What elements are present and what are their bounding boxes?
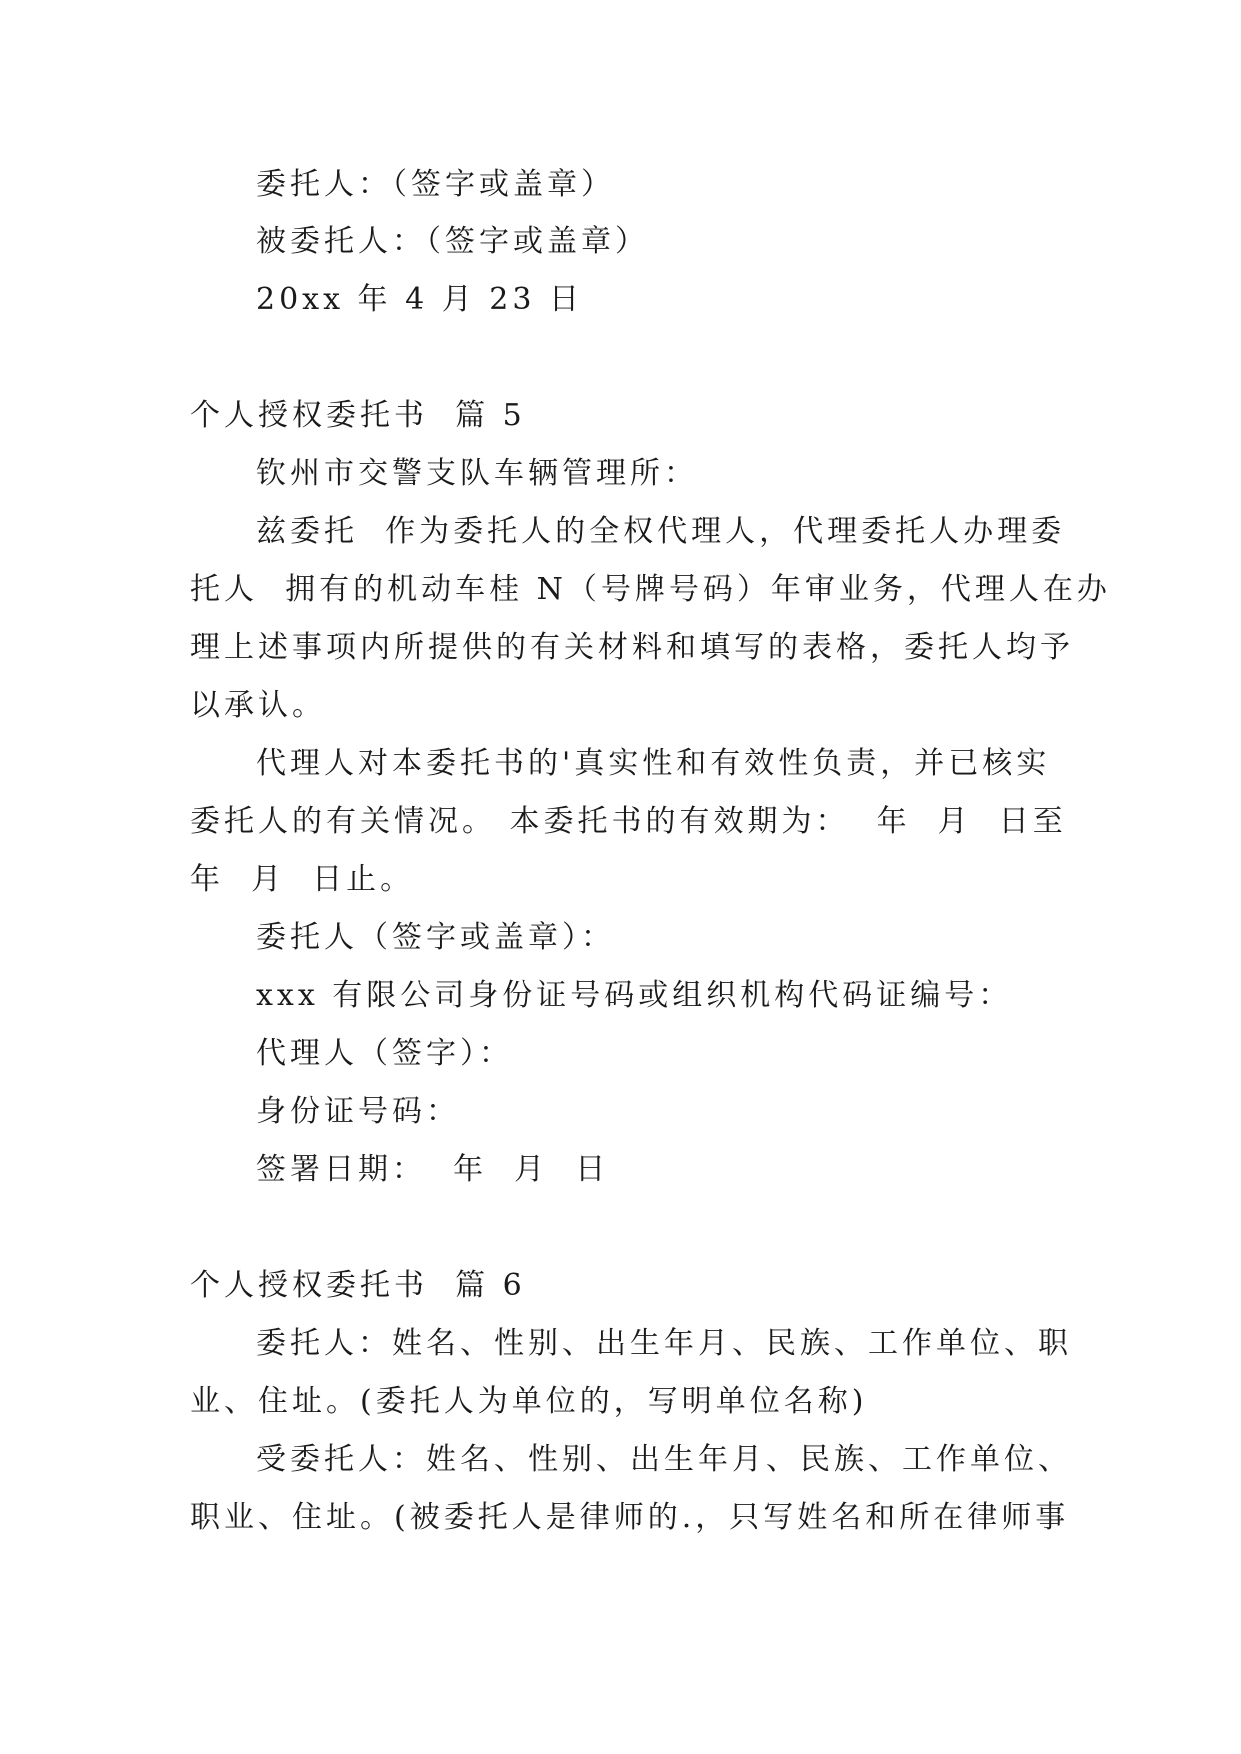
principal-signature-line: 委托人：（签字或盖章） bbox=[256, 167, 615, 202]
paragraph-line: 业、住址。(委托人为单位的，写明单位名称) bbox=[190, 1384, 868, 1419]
id-number-field: xxx 有限公司身份证号码或组织机构代码证编号： bbox=[256, 978, 1013, 1013]
paragraph-line: 委托人：姓名、性别、出生年月、民族、工作单位、职 bbox=[256, 1326, 1072, 1361]
agent-signature-line: 被委托人：（签字或盖章） bbox=[256, 224, 649, 259]
principal-signature-field: 委托人（签字或盖章）： bbox=[256, 920, 615, 955]
paragraph-line: 托人 拥有的机动车桂 N（号牌号码）年审业务，代理人在办 bbox=[190, 572, 1111, 607]
agent-signature-field: 代理人（签字）： bbox=[256, 1036, 513, 1071]
paragraph-line: 代理人对本委托书的'真实性和有效性负责，并已核实 bbox=[256, 746, 1051, 781]
paragraph-line: 委托人的有关情况。 本委托书的有效期为： 年 月 日至 bbox=[190, 804, 1067, 839]
paragraph-line: 职业、住址。(被委托人是律师的.，只写姓名和所在律师事 bbox=[190, 1500, 1070, 1535]
addressee-line: 钦州市交警支队车辆管理所： bbox=[256, 456, 698, 491]
paragraph-line: 以承认。 bbox=[190, 688, 326, 723]
paragraph-line: 受委托人：姓名、性别、出生年月、民族、工作单位、 bbox=[256, 1442, 1072, 1477]
paragraph-line: 年 月 日止。 bbox=[190, 862, 415, 897]
paragraph-line: 兹委托 作为委托人的全权代理人，代理委托人办理委 bbox=[256, 514, 1066, 549]
date-line: 20xx 年 4 月 23 日 bbox=[256, 282, 583, 317]
section-heading-6: 个人授权委托书 篇 6 bbox=[190, 1268, 526, 1303]
signing-date-field: 签署日期： 年 月 日 bbox=[256, 1152, 610, 1187]
agent-id-field: 身份证号码： bbox=[256, 1094, 460, 1129]
section-heading-5: 个人授权委托书 篇 5 bbox=[190, 398, 526, 433]
paragraph-line: 理上述事项内所提供的有关材料和填写的表格，委托人均予 bbox=[190, 630, 1074, 665]
